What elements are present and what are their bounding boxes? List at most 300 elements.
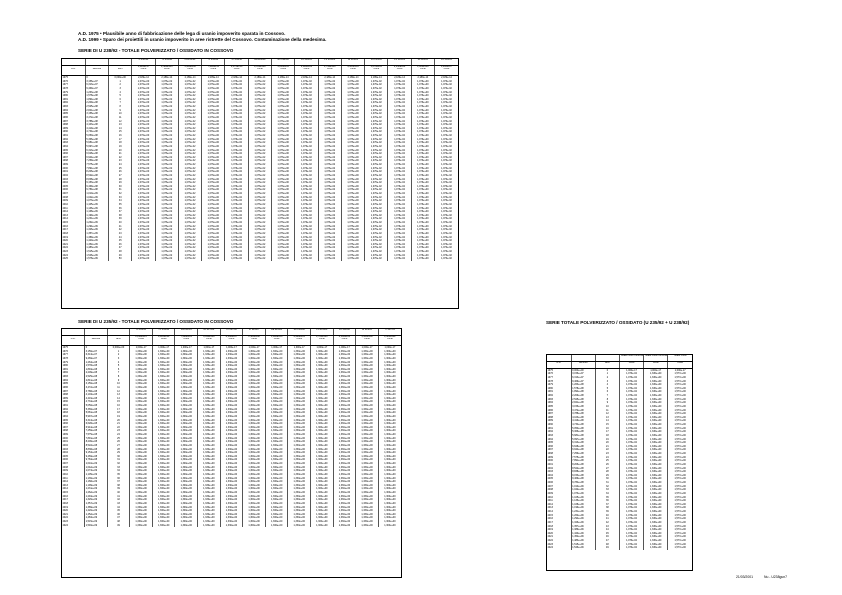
seconds-cell: 1,294e+09 xyxy=(85,495,108,499)
year-cell: 1996 xyxy=(62,152,68,156)
years-cell: 22 xyxy=(595,448,619,452)
activity-cell: 1,076e-02 xyxy=(619,532,643,536)
activity-cell: 1,330e+00 xyxy=(198,513,221,517)
activity-cell: 1,076e-02 xyxy=(248,116,271,120)
activity-cell: 1,330e+00 xyxy=(198,491,221,495)
activity-cell: 1,300e+00 xyxy=(311,375,334,379)
activity-cell: 1,076e+00 xyxy=(411,80,434,84)
activity-cell: 1,330e+00 xyxy=(198,357,221,361)
activity-cell: 1,330e+00 xyxy=(220,444,243,448)
activity-cell: 1,076e-02 xyxy=(295,152,318,156)
years-cell: 23 xyxy=(107,429,130,433)
activity-cell: 1,300e+00 xyxy=(175,437,198,441)
seconds-cell: 2,841e+08 xyxy=(85,379,108,383)
activity-cell: 2,189e-14 xyxy=(388,75,411,79)
activity-cell: 1,330e+00 xyxy=(644,441,668,445)
activity-cell: 1,076e-02 xyxy=(318,159,341,163)
activity-cell: 1,577e+00 xyxy=(668,539,692,543)
activity-cell: 1,330e+00 xyxy=(130,357,153,361)
activity-cell: 1,300e+00 xyxy=(311,404,334,408)
seconds-cell: 1,231e+09 xyxy=(85,487,108,491)
seconds-cell: 1,326e+09 xyxy=(85,498,108,502)
activity-cell: 1,076e-02 xyxy=(365,178,388,182)
seconds-cell: 1,420e+09 xyxy=(571,532,595,536)
unit-label: Curie xyxy=(333,338,356,345)
activity-cell: 1,330e+00 xyxy=(130,411,153,415)
activity-cell: 1,076e+00 xyxy=(411,87,434,91)
year-cell: 2002 xyxy=(547,466,553,470)
activity-cell: 1,330e+00 xyxy=(130,368,153,372)
activity-cell: 1,300e+00 xyxy=(311,415,334,419)
seconds-cell: 6,313e+07 xyxy=(85,353,108,357)
activity-cell: 1,330e+00 xyxy=(356,382,379,386)
column-label-year: A.D. xyxy=(547,361,571,368)
seconds-cell: 1,010e+09 xyxy=(571,485,595,489)
activity-cell: 1,076e-02 xyxy=(178,239,201,243)
activity-cell: 1,000e-17 xyxy=(644,368,668,372)
seconds-cell: 9,153e+08 xyxy=(85,181,108,185)
activity-cell: 1,300e+00 xyxy=(378,408,401,412)
seconds-cell: 6,313e+08 xyxy=(85,419,108,423)
year-cell: 1976 xyxy=(547,372,553,376)
activity-cell: 1,300e+00 xyxy=(311,448,334,452)
activity-cell: 1,330e+00 xyxy=(356,364,379,368)
years-cell: 45 xyxy=(595,532,619,536)
activity-cell: 1,076e-02 xyxy=(155,80,178,84)
activity-cell: 1,330e+00 xyxy=(198,364,221,368)
activity-cell: 1,076e-02 xyxy=(619,376,643,380)
isotope-header: Th 227/90 xyxy=(220,329,243,335)
activity-cell: 1,076e-02 xyxy=(435,225,459,229)
activity-cell: 1,300e+00 xyxy=(378,426,401,430)
section2-title: SERIE DI U 235/92 - TOTALE POLVERIZZATO / OSSIDATO IN COSSOVO xyxy=(78,319,234,324)
section2-grid xyxy=(62,329,401,527)
activity-cell: 1,076e+00 xyxy=(202,156,225,160)
year-cell: 2005 xyxy=(547,477,553,481)
activity-cell: 1,330e+00 xyxy=(265,444,288,448)
activity-cell: 1,330e+00 xyxy=(220,516,243,520)
activity-cell: 1,076e-02 xyxy=(295,156,318,160)
activity-cell: 1,330e+00 xyxy=(130,390,153,394)
activity-cell: 1,076e+00 xyxy=(272,98,295,102)
years-cell: 36 xyxy=(107,477,130,481)
years-cell: 11 xyxy=(107,386,130,390)
activity-cell: 1,076e-02 xyxy=(388,167,411,171)
activity-cell: 1,330e+00 xyxy=(152,404,175,408)
year-cell: 2006 xyxy=(62,188,68,192)
years-cell: 30 xyxy=(107,455,130,459)
seconds-cell: 8,838e+08 xyxy=(571,470,595,474)
activity-cell: 1,330e+00 xyxy=(198,473,221,477)
activity-cell: 1,330e+00 xyxy=(288,451,311,455)
years-cell: 18 xyxy=(107,411,130,415)
year-cell: 1997 xyxy=(62,425,68,429)
year-cell: 2008 xyxy=(547,488,553,492)
activity-cell: 1,330e+00 xyxy=(265,368,288,372)
isotope-initial-value: 8,180e+07 xyxy=(220,335,243,338)
activity-cell: 1,577e+00 xyxy=(668,380,692,384)
seconds-cell: 1,546e+09 xyxy=(85,524,108,528)
seconds-cell: 3,156e+08 xyxy=(571,405,595,409)
year-cell: 2006 xyxy=(62,458,68,462)
activity-cell: 1,330e+00 xyxy=(644,430,668,434)
years-cell: 14 xyxy=(595,419,619,423)
isotope-initial-value: 9,603e+03 xyxy=(341,65,364,68)
activity-cell: 1,076e-02 xyxy=(225,80,248,84)
activity-cell: 1,076e-02 xyxy=(248,138,271,142)
activity-cell: 1,300e+00 xyxy=(175,393,198,397)
activity-cell: 1,300e+00 xyxy=(243,462,266,466)
activity-cell: 1,076e+00 xyxy=(341,225,364,229)
activity-cell: 1,330e+00 xyxy=(152,506,175,510)
activity-cell: 1,076e-02 xyxy=(318,207,341,211)
year-cell: 2022 xyxy=(62,516,68,520)
activity-cell: 1,300e+00 xyxy=(243,375,266,379)
years-cell: 31 xyxy=(107,458,130,462)
seconds-cell: 3,156e+08 xyxy=(85,112,108,116)
activity-cell: 1,076e-02 xyxy=(225,203,248,207)
activity-cell: 1,076e+00 xyxy=(411,221,434,225)
activity-cell: 1,300e+00 xyxy=(175,408,198,412)
activity-cell: 1,076e-02 xyxy=(225,98,248,102)
year-cell: 2017 xyxy=(62,228,68,232)
activity-cell: 1,076e+00 xyxy=(132,192,155,196)
activity-cell: 1,076e-02 xyxy=(178,181,201,185)
activity-cell: 1,330e+00 xyxy=(198,415,221,419)
activity-cell: 1,076e+00 xyxy=(411,181,434,185)
activity-cell: 1,300e+00 xyxy=(243,502,266,506)
seconds-cell: 4,734e+08 xyxy=(85,130,108,134)
activity-cell: 1,330e+00 xyxy=(220,440,243,444)
activity-cell: 1,076e-02 xyxy=(435,134,459,138)
activity-cell: 1,300e+00 xyxy=(243,429,266,433)
activity-cell: 1,076e-02 xyxy=(619,528,643,532)
seconds-cell: 5,681e+08 xyxy=(85,141,108,145)
activity-cell: 1,076e-02 xyxy=(619,456,643,460)
activity-cell: 1,300e+00 xyxy=(378,516,401,520)
activity-cell: 1,076e+00 xyxy=(272,80,295,84)
activity-cell: 1,076e-02 xyxy=(248,94,271,98)
activity-cell: 1,076e-02 xyxy=(619,474,643,478)
activity-cell: 1,330e+00 xyxy=(152,400,175,404)
activity-cell: 1,330e+00 xyxy=(333,429,356,433)
seconds-cell: 8,206e+08 xyxy=(85,440,108,444)
activity-cell: 1,330e+00 xyxy=(288,458,311,462)
activity-cell: 1,300e+00 xyxy=(175,440,198,444)
activity-cell: 1,076e-02 xyxy=(155,174,178,178)
activity-cell: 1,330e+00 xyxy=(265,448,288,452)
activity-cell: 1,330e+00 xyxy=(356,520,379,524)
activity-cell: 1,076e-02 xyxy=(178,152,201,156)
activity-cell: 1,300e+00 xyxy=(243,426,266,430)
activity-cell: 1,076e-02 xyxy=(435,196,459,200)
activity-cell: 1,076e+00 xyxy=(272,134,295,138)
activity-cell: 1,330e+00 xyxy=(265,480,288,484)
activity-cell: 1,076e+00 xyxy=(341,123,364,127)
unit-label: Curie xyxy=(295,68,318,75)
activity-cell: 1,300e+00 xyxy=(378,422,401,426)
activity-cell: 1,076e-02 xyxy=(225,83,248,87)
activity-cell: 1,076e-02 xyxy=(318,109,341,113)
activity-cell: 1,076e-02 xyxy=(435,232,459,236)
activity-cell: 1,577e+00 xyxy=(668,546,692,550)
activity-cell: 1,300e+00 xyxy=(311,429,334,433)
year-cell: 2003 xyxy=(62,447,68,451)
activity-cell: 1,076e+00 xyxy=(132,138,155,142)
activity-cell: 1,300e+00 xyxy=(243,513,266,517)
seconds-cell: 4,734e+08 xyxy=(85,400,108,404)
activity-cell: 1,076e-02 xyxy=(295,196,318,200)
activity-cell: 1,076e-02 xyxy=(295,109,318,113)
seconds-cell: 1,168e+09 xyxy=(571,503,595,507)
activity-cell: 1,300e+00 xyxy=(378,415,401,419)
years-cell: 19 xyxy=(107,415,130,419)
year-cell: 1978 xyxy=(62,356,68,360)
activity-cell: 1,330e+00 xyxy=(288,357,311,361)
year-cell: 2017 xyxy=(547,520,553,524)
seconds-cell: 7,891e+08 xyxy=(85,167,108,171)
seconds-cell: 8,522e+08 xyxy=(85,444,108,448)
year-cell: 2000 xyxy=(547,459,553,463)
activity-cell: 1,330e+00 xyxy=(198,437,221,441)
activity-cell: 1,577e+00 xyxy=(668,525,692,529)
activity-cell: 1,076e-02 xyxy=(388,257,411,261)
activity-cell: 1,330e+00 xyxy=(644,510,668,514)
years-cell: 3 xyxy=(595,380,619,384)
activity-cell: 1,330e+00 xyxy=(198,451,221,455)
activity-cell: 1,000e-17 xyxy=(265,345,288,349)
activity-cell: 1,076e-02 xyxy=(318,83,341,87)
activity-cell: 1,076e-02 xyxy=(155,232,178,236)
activity-cell: 1,076e-02 xyxy=(435,254,459,258)
activity-cell: 1,330e+00 xyxy=(220,375,243,379)
activity-cell: 1,300e+00 xyxy=(378,455,401,459)
activity-cell: 1,076e+00 xyxy=(341,199,364,203)
years-cell: 1 xyxy=(595,372,619,376)
activity-cell: 1,076e-02 xyxy=(365,250,388,254)
activity-cell: 1,330e+00 xyxy=(152,422,175,426)
seconds-cell: 1,483e+09 xyxy=(85,516,108,520)
activity-cell: 1,330e+00 xyxy=(130,469,153,473)
activity-cell: 1,330e+00 xyxy=(644,485,668,489)
activity-cell: 1,076e-02 xyxy=(178,207,201,211)
years-cell: 25 xyxy=(107,437,130,441)
activity-cell: 1,076e-02 xyxy=(178,236,201,240)
years-cell: 28 xyxy=(595,470,619,474)
activity-cell: 1,076e-02 xyxy=(155,228,178,232)
activity-cell: 1,330e+00 xyxy=(130,397,153,401)
activity-cell: 1,076e-02 xyxy=(178,210,201,214)
activity-cell: 1,076e+00 xyxy=(272,232,295,236)
unit-label: Curie xyxy=(220,338,243,345)
activity-cell: 1,076e+00 xyxy=(341,257,364,261)
activity-cell: 1,076e-02 xyxy=(225,167,248,171)
activity-cell: 1,300e+00 xyxy=(311,516,334,520)
seconds-cell: 1,042e+09 xyxy=(85,196,108,200)
years-cell: 16 xyxy=(107,404,130,408)
activity-cell: 1,330e+00 xyxy=(644,409,668,413)
activity-cell: 1,076e-02 xyxy=(365,123,388,127)
year-cell: 1989 xyxy=(62,396,68,400)
year-cell: 2006 xyxy=(547,481,553,485)
activity-cell: 1,330e+00 xyxy=(333,480,356,484)
activity-cell: 1,300e+00 xyxy=(311,480,334,484)
activity-cell: 1,076e-02 xyxy=(225,141,248,145)
activity-cell: 1,330e+00 xyxy=(288,506,311,510)
seconds-cell: 2,209e+08 xyxy=(571,394,595,398)
activity-cell: 1,076e+00 xyxy=(272,199,295,203)
activity-cell: 1,330e+00 xyxy=(356,484,379,488)
activity-cell: 1,076e-02 xyxy=(365,112,388,116)
activity-cell: 1,330e+00 xyxy=(288,393,311,397)
activity-cell: 1,300e+00 xyxy=(175,477,198,481)
year-cell: 2023 xyxy=(62,520,68,524)
activity-cell: 1,330e+00 xyxy=(265,498,288,502)
seconds-cell: 6,944e+08 xyxy=(85,426,108,430)
activity-cell: 1,076e-02 xyxy=(619,525,643,529)
activity-cell: 1,076e-02 xyxy=(435,141,459,145)
activity-cell: 1,330e+00 xyxy=(265,469,288,473)
isotope-header: Tl 207/81 xyxy=(378,329,401,335)
year-cell: 1998 xyxy=(547,452,553,456)
section1-column-label-row xyxy=(62,68,458,75)
activity-cell: 1,076e-02 xyxy=(155,138,178,142)
year-cell: 2005 xyxy=(62,184,68,188)
activity-cell: 1,076e-02 xyxy=(435,123,459,127)
activity-cell: 1,076e+00 xyxy=(341,134,364,138)
activity-cell: 1,330e+00 xyxy=(288,477,311,481)
seconds-cell: 8,838e+08 xyxy=(85,448,108,452)
section1-head xyxy=(62,59,458,75)
seconds-cell: 4,103e+08 xyxy=(571,416,595,420)
activity-cell: 1,076e+00 xyxy=(132,214,155,218)
activity-cell: 1,076e-02 xyxy=(295,123,318,127)
activity-cell: 1,076e+00 xyxy=(411,98,434,102)
activity-cell: 1,076e-02 xyxy=(248,203,271,207)
activity-cell: 1,330e+00 xyxy=(265,484,288,488)
activity-cell: 1,577e+00 xyxy=(668,481,692,485)
activity-cell: 1,330e+00 xyxy=(130,451,153,455)
activity-cell: 1,076e+00 xyxy=(341,112,364,116)
isotope-initial-value: 2,130e+06 xyxy=(388,65,411,68)
activity-cell: 1,330e+00 xyxy=(356,487,379,491)
activity-cell: 1,330e+00 xyxy=(356,415,379,419)
activity-cell: 1,076e-02 xyxy=(155,246,178,250)
activity-cell: 1,300e+00 xyxy=(311,397,334,401)
year-cell: 1983 xyxy=(62,105,68,109)
seconds-cell: 1,262e+09 xyxy=(571,514,595,518)
activity-cell: 1,300e+00 xyxy=(311,469,334,473)
activity-cell: 1,330e+00 xyxy=(644,405,668,409)
activity-cell: 1,330e+00 xyxy=(198,422,221,426)
activity-cell: 1,076e-02 xyxy=(388,105,411,109)
activity-cell: 2,189e-14 xyxy=(248,75,271,79)
activity-cell: 1,076e+00 xyxy=(341,167,364,171)
isotope-header: Bi 214/83 xyxy=(341,59,364,65)
activity-cell: 1,300e+00 xyxy=(243,357,266,361)
activity-cell: 1,076e+00 xyxy=(272,116,295,120)
activity-cell: 1,076e-02 xyxy=(619,441,643,445)
column-label-year: A.D. xyxy=(62,338,85,345)
activity-cell: 1,076e+00 xyxy=(132,130,155,134)
activity-cell: 1,300e+00 xyxy=(378,357,401,361)
years-cell: 40 xyxy=(109,221,132,225)
activity-cell: 1,076e-02 xyxy=(295,181,318,185)
seconds-cell: 1,199e+09 xyxy=(85,214,108,218)
activity-cell: 1,330e+00 xyxy=(644,470,668,474)
activity-cell: 1,330e+00 xyxy=(152,513,175,517)
unit-label: Curie xyxy=(388,68,411,75)
activity-cell: 1,330e+00 xyxy=(152,502,175,506)
activity-cell: 1,330e+00 xyxy=(288,382,311,386)
activity-cell: 1,330e+00 xyxy=(265,419,288,423)
activity-cell: 1,076e-02 xyxy=(388,163,411,167)
unit-label: Curie xyxy=(378,338,401,345)
activity-cell: 1,300e+00 xyxy=(243,397,266,401)
activity-cell: 1,076e-02 xyxy=(295,120,318,124)
activity-cell: 1,330e+00 xyxy=(220,368,243,372)
activity-cell: 1,330e+00 xyxy=(220,487,243,491)
activity-cell: 1,330e+00 xyxy=(644,525,668,529)
activity-cell: 1,076e-02 xyxy=(178,109,201,113)
activity-cell: 1,076e-02 xyxy=(365,83,388,87)
year-cell: 2010 xyxy=(547,495,553,499)
activity-cell: 1,330e+00 xyxy=(356,379,379,383)
activity-cell: 1,076e-02 xyxy=(248,87,271,91)
unit-label: Curie xyxy=(155,68,178,75)
unit-label: Curie xyxy=(272,68,295,75)
activity-cell: 1,330e+00 xyxy=(356,390,379,394)
activity-cell: 1,076e+00 xyxy=(272,109,295,113)
activity-cell: 1,076e-02 xyxy=(178,141,201,145)
years-cell: 17 xyxy=(107,408,130,412)
activity-cell: 1,076e-02 xyxy=(225,254,248,258)
activity-cell: 1,076e-02 xyxy=(365,138,388,142)
activity-cell: 1,076e-02 xyxy=(178,167,201,171)
section3-column-label-row xyxy=(547,361,692,368)
activity-cell: 1,330e+00 xyxy=(265,466,288,470)
activity-cell: 1,076e-02 xyxy=(178,116,201,120)
activity-cell: 1,300e+00 xyxy=(311,440,334,444)
activity-cell: 1,076e-02 xyxy=(619,405,643,409)
activity-cell: 1,577e+00 xyxy=(668,445,692,449)
activity-cell: 2,189e-14 xyxy=(365,75,388,79)
activity-cell: 1,330e+00 xyxy=(333,437,356,441)
activity-cell: 1,000e-17 xyxy=(333,345,356,349)
activity-cell: 1,300e+00 xyxy=(378,506,401,510)
activity-cell: 1,300e+00 xyxy=(243,415,266,419)
unit-label: Curie xyxy=(225,68,248,75)
years-cell: 24 xyxy=(595,456,619,460)
activity-cell: 1,330e+00 xyxy=(198,495,221,499)
activity-cell: 1,300e+00 xyxy=(311,455,334,459)
activity-cell: 1,577e+00 xyxy=(668,401,692,405)
isotope-initial-value: 1,920e+08 xyxy=(411,65,434,68)
activity-cell: 1,076e+00 xyxy=(132,217,155,221)
activity-cell: 1,076e+00 xyxy=(341,101,364,105)
activity-cell: 1,076e-02 xyxy=(248,228,271,232)
activity-cell: 1,300e+00 xyxy=(175,487,198,491)
activity-cell: 1,330e+00 xyxy=(356,433,379,437)
activity-cell: 1,076e+00 xyxy=(341,217,364,221)
activity-cell: 1,300e+00 xyxy=(175,411,198,415)
years-cell: 6 xyxy=(595,390,619,394)
isotope-header: Bi 210/83 xyxy=(411,59,434,65)
seconds-cell: 1,894e+08 xyxy=(85,368,108,372)
activity-cell: 1,330e+00 xyxy=(198,484,221,488)
activity-cell: 1,300e+00 xyxy=(243,455,266,459)
activity-cell: 1,076e-02 xyxy=(435,170,459,174)
